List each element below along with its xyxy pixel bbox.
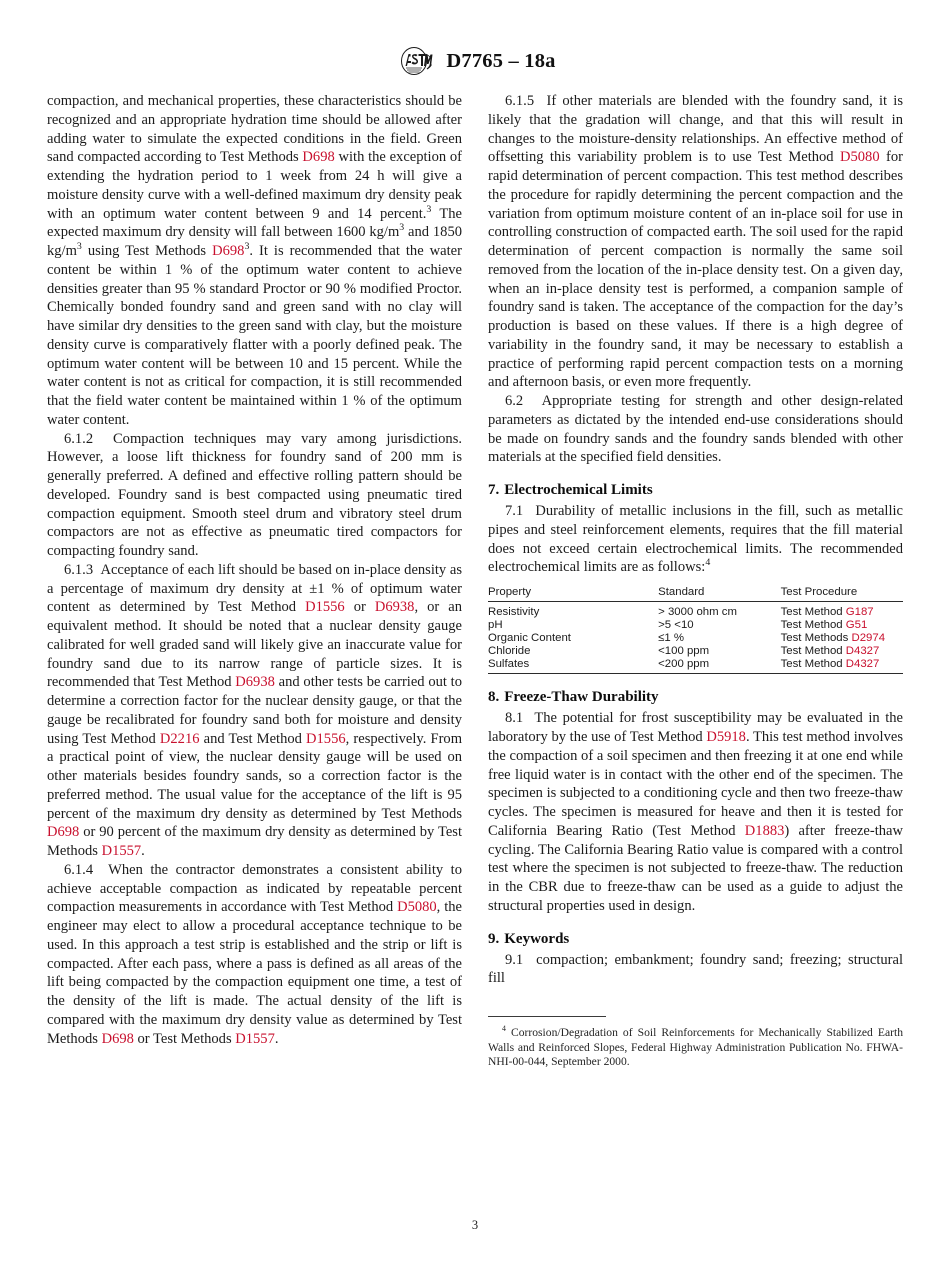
- table-row: [488, 644, 903, 657]
- section-title: Freeze-Thaw Durability: [504, 689, 659, 706]
- footnote-block: [488, 1016, 903, 1070]
- paragraph-number: 6.1.4: [64, 861, 94, 878]
- paragraph-number: 6.1.5: [505, 93, 535, 109]
- cell-test-procedure: [781, 658, 903, 674]
- cell-property: pH: [488, 618, 503, 631]
- paragraph-number: 6.2: [505, 393, 524, 409]
- text-run: and 1850 kg/m: [47, 224, 462, 259]
- standard-reference-d5080[interactable]: D5080: [397, 899, 437, 916]
- paragraph-7-1: [488, 502, 903, 577]
- section-number: 9.: [488, 930, 500, 947]
- text-run: and other tests be carried out to determine a correction factor for the nuclear density gauge, or that the gauge be recalibrated for foundry sand both for moisture and density using Test Method: [47, 674, 462, 747]
- table-body: [488, 602, 903, 674]
- section-heading-9: [488, 929, 903, 949]
- column-header-standard: Standard: [658, 586, 780, 602]
- text-run: The expected maximum dry density will fall between 1600 kg/m: [47, 205, 462, 241]
- column-header-property: Property: [488, 586, 658, 602]
- standard-reference-d6938[interactable]: D6938: [374, 599, 415, 616]
- section-number: 8.: [488, 689, 500, 706]
- text-run: . It is recommended that the water content be within 1 % of the optimum water content to achieve densities greater than 95 % standard Proctor or 90 % modified Proctor. Chemically bonded foundry sand and green sand with no clay will have similar dry densities to the green sand with clay, but the moisture density curve is comparatively flatter with a poorly defined peak. The optimum water content will be between 10 and 15 percent. While the water content is not as critical for compaction, it is still recommended that the field water content be maintained within 1 % of the optimum water content.: [47, 243, 462, 428]
- procedure-label: Test Method: [780, 605, 846, 618]
- table-header-row: [488, 586, 903, 602]
- paragraph-number: 6.1.2: [64, 430, 94, 447]
- cell-standard: >5 <10: [658, 618, 694, 631]
- text-run: .: [141, 843, 145, 859]
- procedure-label: Test Methods: [780, 631, 852, 644]
- standard-reference-d1883[interactable]: D1883: [744, 822, 785, 839]
- standard-reference-d2216[interactable]: D2216: [159, 730, 200, 747]
- paragraph-6-1-5: [488, 92, 903, 392]
- cell-standard: <100 ppm: [658, 645, 710, 658]
- paragraph-9-1: [488, 951, 903, 989]
- column-header-test-procedure: Test Procedure: [781, 586, 903, 602]
- document-designation: D7765 – 18a: [446, 49, 556, 72]
- paragraph-6-1-1-continued: [47, 92, 462, 430]
- section-title: Keywords: [504, 930, 570, 947]
- two-column-body: [47, 92, 904, 1202]
- paragraph-number: 9.1: [505, 951, 524, 968]
- footnote-text: Corrosion/Degradation of Soil Reinforcements for Mechanically Stabilized Earth Walls and Reinforced Slopes, Federal Highway Administration Publication No. FHWA-NHI-00-044, September 2000.: [488, 1026, 903, 1069]
- text-run: .: [274, 1030, 279, 1047]
- superscript-exponent: 3: [76, 241, 82, 253]
- cell-property: Resistivity: [488, 605, 540, 618]
- text-run: with the exception of extending the hydration period to 1 week from 24 h will give a moisture density curve with a well-defined maximum dry density peak with an optimum water content between 9 and 14 percent.: [47, 149, 462, 222]
- electrochemical-limits-table: [488, 586, 903, 674]
- standard-reference-d1557[interactable]: D1557: [235, 1030, 275, 1047]
- footnote-4: [488, 1026, 903, 1070]
- text-run: . This test method involves the compaction of a soil specimen and then freezing it at one end while free liquid water is in contact with the other end of the specimen. The specimen is subjected to a conditioning cycle and then two freeze-thaw cycles. The specimen is measured for heave and then it is tested for California Bearing Ratio (Test Method: [488, 729, 903, 839]
- table-header: [488, 586, 903, 602]
- footnote-marker: 4: [705, 557, 711, 569]
- text-run: The potential for frost susceptibility may be evaluated in the laboratory by the use of Test Method: [488, 710, 903, 745]
- footnote-divider: [488, 1016, 606, 1017]
- text-run: ) after freeze-thaw cycling. The California Bearing Ratio value is compared with a control test where the specimen is not subjected to freeze-thaw. The reduction in the CBR due to freeze-thaw can be used as a guide to adjust the structural properties used in design.: [488, 822, 903, 914]
- standard-reference-g51[interactable]: G51: [845, 618, 868, 631]
- table-row: [488, 602, 903, 619]
- superscript-exponent: 3: [399, 222, 405, 234]
- cell-standard: ≤1 %: [658, 631, 685, 644]
- standard-reference-d6938[interactable]: D6938: [235, 674, 275, 691]
- paragraph-6-1-4: [47, 861, 462, 1049]
- text-run: using Test Methods: [81, 243, 213, 259]
- standard-reference-d4327[interactable]: D4327: [845, 658, 880, 671]
- text-run: or: [344, 599, 375, 616]
- standard-reference-d5080[interactable]: D5080: [840, 149, 880, 166]
- document-header: [0, 44, 950, 78]
- text-run: Durability of metallic inclusions in the fill, such as metallic pipes and steel reinforcement elements, requires that the fill material does not exceed certain electrochemical limits. The recommended electrochemical limits are as follows:: [488, 503, 903, 576]
- standard-reference-d1556[interactable]: D1556: [305, 599, 345, 616]
- cell-property: Chloride: [488, 645, 531, 658]
- cell-test-procedure: [781, 618, 903, 631]
- text-run: compaction, and mechanical properties, these characteristics should be recognized and an appropriate hydration time should be allowed after adding water to simulate the expected conditions in the field. Green sand compacted according to Test Methods: [47, 93, 462, 166]
- standard-reference-d698[interactable]: D698: [101, 1030, 134, 1047]
- table-row: [488, 618, 903, 631]
- cell-property: Organic Content: [488, 631, 571, 644]
- standard-reference-g187[interactable]: G187: [845, 605, 874, 618]
- footnote-marker: 4: [502, 1024, 506, 1034]
- cell-standard: <200 ppm: [658, 658, 780, 674]
- text-run: , or an equivalent method. It should be noted that a nuclear density gauge calibrated for well graded sand will likely give an inaccurate value for foundry sand due to its narrow range of particle sizes. It is recommended that Test Method: [47, 599, 462, 691]
- cell-test-procedure: [781, 644, 903, 657]
- text-run: If other materials are blended with the foundry sand, it is likely that the gradation will change, and that this will result in changes to the moisture-density relationships. An effective method of offsetting this variability problem is to use Test Method: [488, 93, 903, 166]
- text-run: or 90 percent of the maximum dry density as determined by Test Methods: [47, 824, 462, 859]
- standard-reference-d698[interactable]: D698: [302, 149, 335, 166]
- cell-test-procedure: [781, 602, 903, 619]
- paragraph-number: 8.1: [505, 710, 524, 727]
- text-run: for rapid determination of percent compaction. This test method describes the procedure for rapidly determining the percent compaction and the variation from optimum moisture content of an in-place soil for use in controlling construction of compacted earth. The soil used for the rapid determination of percent compaction is normally the same soil removed from the location of the in-place density test. On a given day, when an in-place density test is performed, a companion sample of foundry sand is taken. The acceptance of the compaction for the day’s production is based on these values. If there is a high degree of variability in the foundry sand, it may be necessary to establish a practice of performing rapid percent compaction tests on a morning and afternoon basis, or even more frequently.: [488, 149, 903, 391]
- page-number: 3: [471, 1218, 479, 1232]
- paragraph-number: 6.1.3: [64, 561, 94, 578]
- cell-property: Sulfates: [488, 658, 658, 674]
- procedure-label: Test Method: [780, 645, 846, 658]
- paragraph-8-1: [488, 709, 903, 915]
- text-run: When the contractor demonstrates a consistent ability to achieve acceptable compaction as indicated by repeatable percent compaction measurements in accordance with Test Method: [47, 861, 462, 916]
- text-run: , respectively. From a practical point of view, the nuclear density gauge will be used on other materials besides foundry sands, so a correction factor is the preferred method. The usual value for the acceptance of the lift is 95 percent of the maximum dry density as determined by Test Methods: [47, 730, 463, 822]
- paragraph-6-1-3: [47, 561, 462, 861]
- cell-test-procedure: [781, 631, 903, 644]
- text-run: Appropriate testing for strength and other design-related parameters as dictated by the intended end-use considerations should be made on foundry sands and the foundry sands blended with other materials at the specified field densities.: [488, 393, 903, 466]
- footnote-marker: 3: [426, 203, 432, 215]
- cell-standard: > 3000 ohm cm: [658, 605, 737, 618]
- text-run: , the engineer may elect to allow a procedural acceptance technique to be used. In this approach a test strip is established and the strip or lift is compacted. After each pass, where a pass is defined as all areas of the lift being compacted by the compaction equipment one time, a test of the density of the lift is made. The actual density of the lift is compared with the maximum dry density value as determined by Test Methods: [47, 899, 462, 1047]
- table-row: [488, 658, 903, 674]
- standard-reference-d5918[interactable]: D5918: [706, 729, 746, 745]
- paragraph-6-1-2: [47, 430, 462, 561]
- table-row: [488, 631, 903, 644]
- section-heading-8: [488, 687, 903, 707]
- procedure-label: Test Method: [780, 618, 846, 631]
- section-number: 7.: [488, 482, 500, 498]
- text-run: and Test Method: [199, 730, 307, 747]
- paragraph-number: 7.1: [505, 503, 524, 519]
- procedure-label: Test Method: [780, 658, 846, 671]
- footnote-marker: 3: [244, 241, 250, 253]
- standard-reference-d1556[interactable]: D1556: [306, 730, 346, 747]
- text-run: Compaction techniques may vary among jurisdictions. However, a loose lift thickness for foundry sand of 200 mm is generally preferred. A defined and effective rolling pattern should be developed. Foundry sand is best compacted using pneumatic tired compaction equipment. Smooth steel drum and vibratory steel drum compactors are not as effective as pneumatic tired compactors for compacting foundry sand.: [47, 430, 462, 559]
- standard-reference-d1557[interactable]: D1557: [101, 843, 142, 859]
- standard-reference-d4327[interactable]: D4327: [845, 645, 880, 658]
- left-column: [47, 92, 462, 1048]
- right-column: [488, 92, 903, 1070]
- text-run: or Test Methods: [133, 1030, 236, 1047]
- standard-reference-d2974[interactable]: D2974: [851, 631, 886, 644]
- standard-reference-d698[interactable]: D698: [212, 243, 245, 259]
- text-run: compaction; embankment; foundry sand; freezing; structural fill: [488, 951, 903, 987]
- paragraph-6-2: [488, 392, 903, 467]
- section-title: Electrochemical Limits: [504, 482, 653, 498]
- text-run: Acceptance of each lift should be based on in-place density as a percentage of maximum dry density at ±1 % of optimum water content as determined by Test Method: [47, 561, 462, 616]
- section-heading-7: [488, 480, 903, 500]
- standard-reference-d698[interactable]: D698: [47, 824, 80, 841]
- astm-logo-icon: [394, 44, 436, 78]
